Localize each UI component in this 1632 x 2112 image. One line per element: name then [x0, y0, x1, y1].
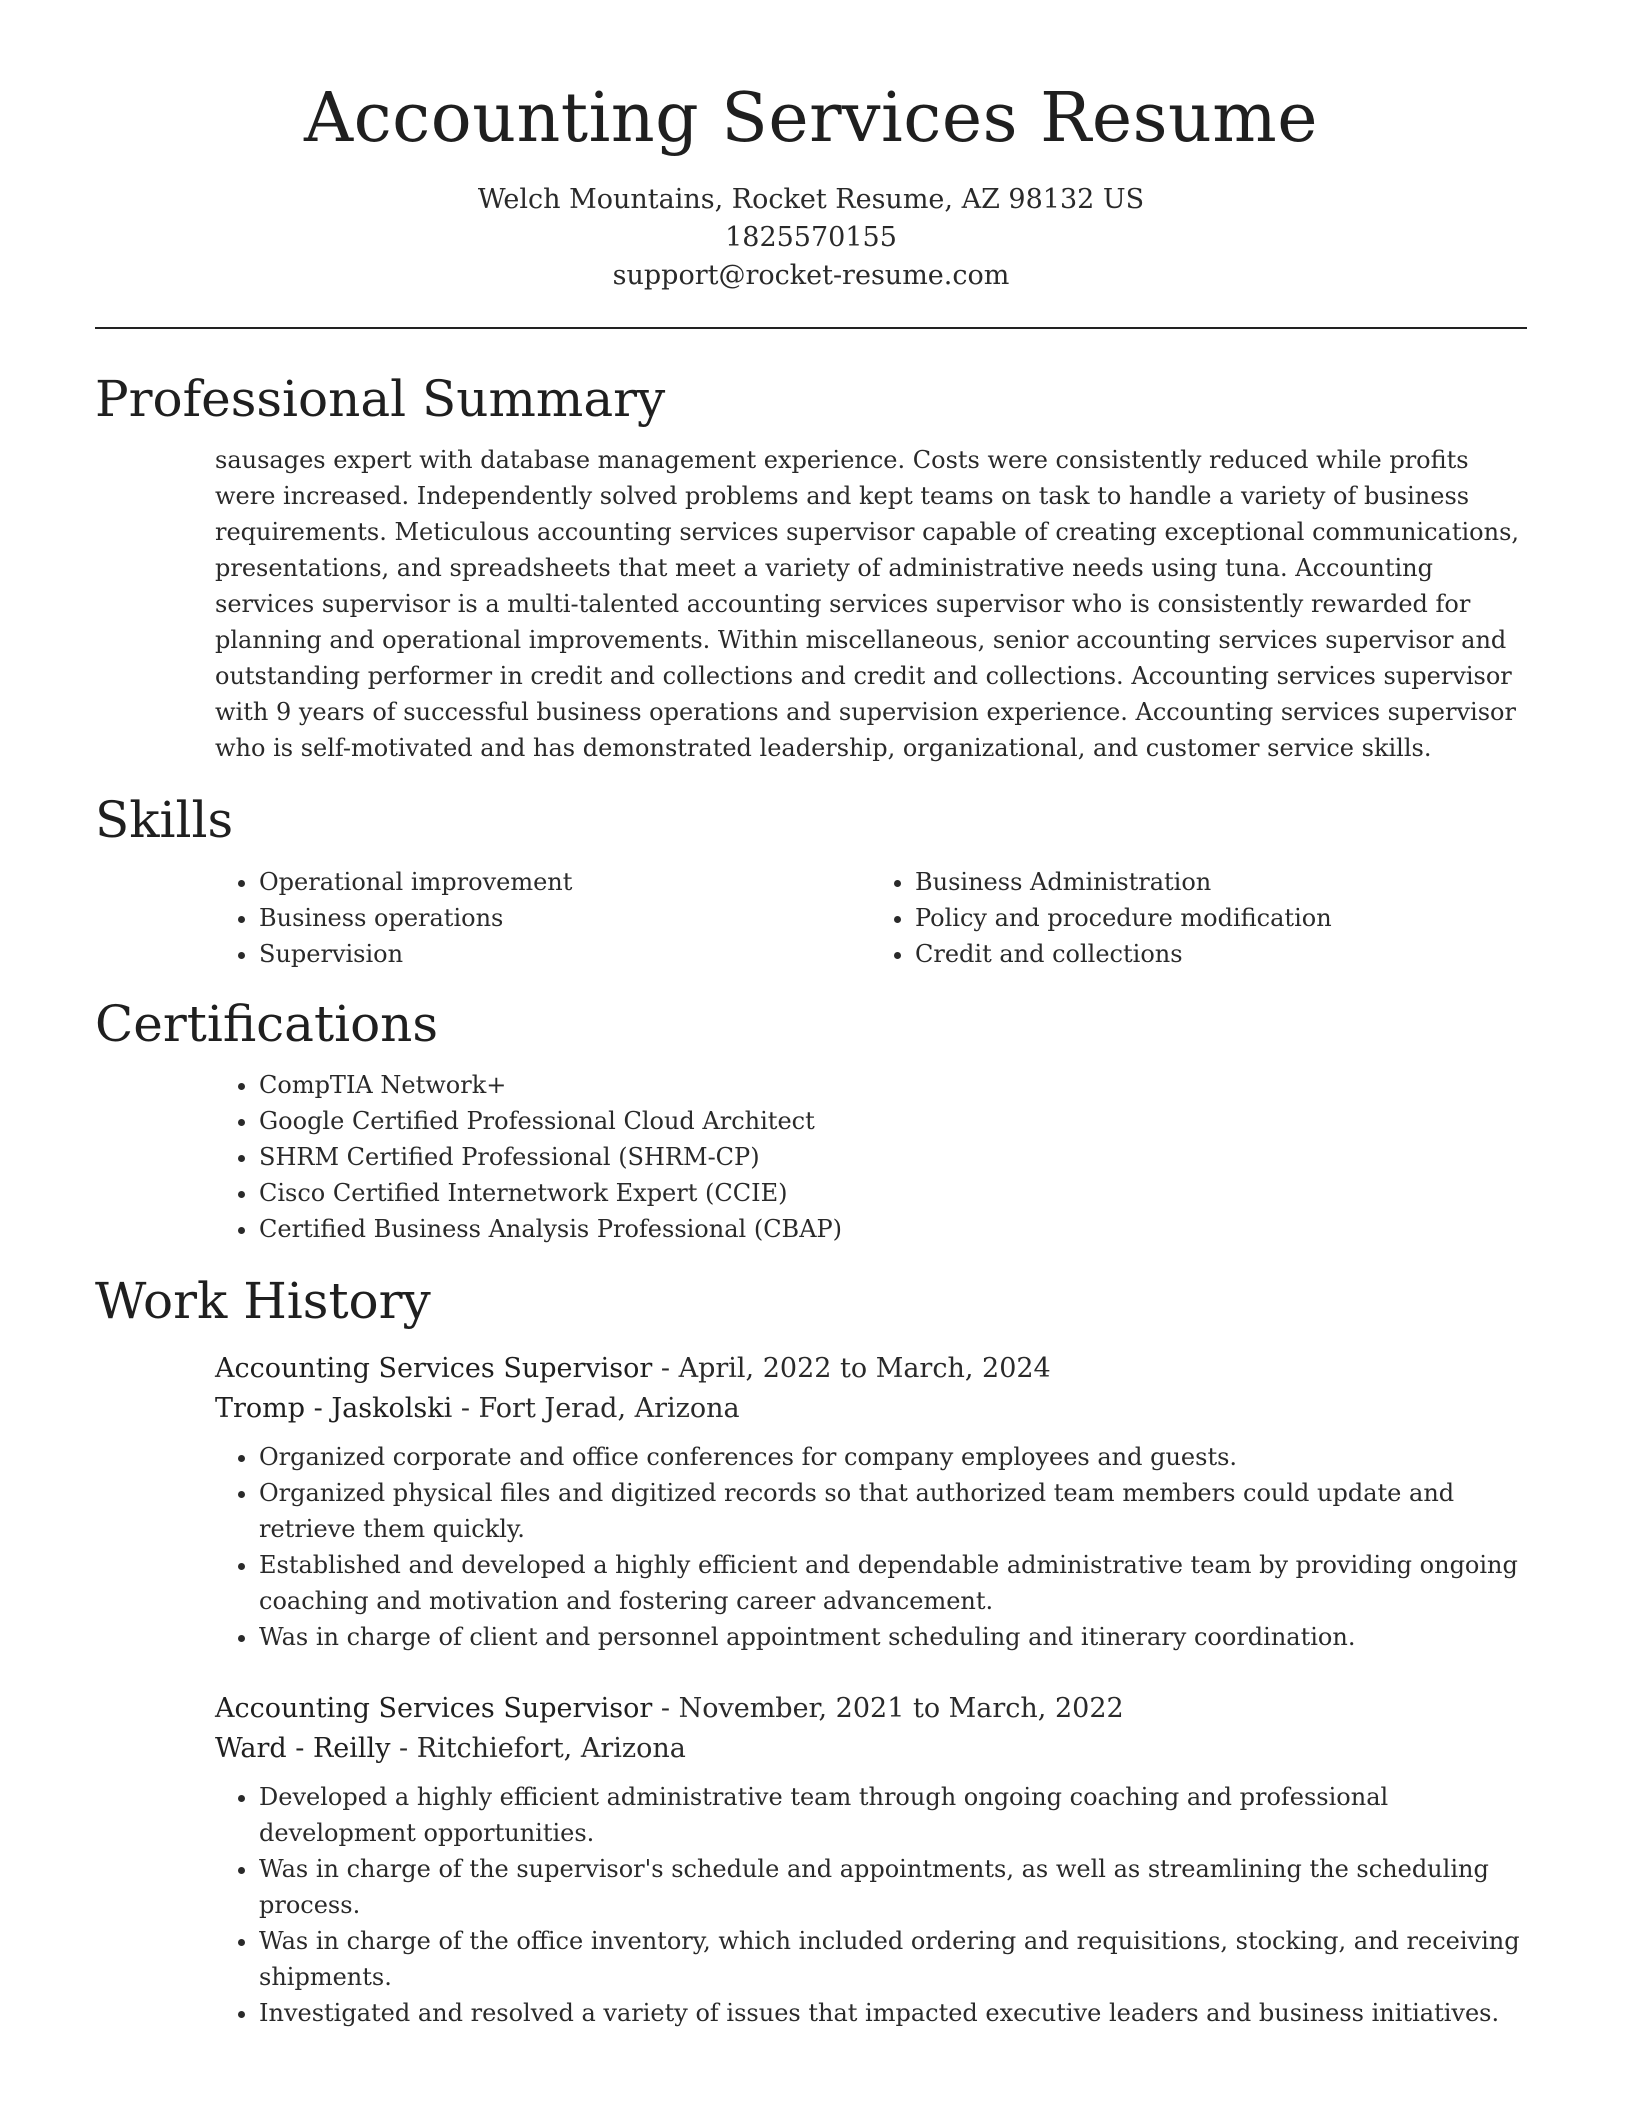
professional-summary-section — [95, 371, 1527, 767]
skills-section — [95, 792, 1527, 972]
job-entry — [215, 1349, 1527, 1655]
skills-columns — [215, 864, 1527, 972]
skills-list-right — [871, 864, 1527, 972]
contact-phone: 1825570155 — [725, 221, 897, 253]
job-duty-item: • Developed a highly efficient administrative team through ongoing coaching and professional development opportunities. — [259, 1779, 1527, 1851]
certification-item: • Cisco Certified Internetwork Expert (CCIE) — [259, 1175, 1527, 1211]
job-duty-item: • Was in charge of the supervisor's schedule and appointments, as well as streamlining the scheduling process. — [259, 1851, 1527, 1923]
job-duty-item: • Was in charge of client and personnel appointment scheduling and itinerary coordination. — [259, 1619, 1527, 1655]
job-entry — [215, 1689, 1527, 2031]
skill-item: • Policy and procedure modification — [915, 900, 1527, 936]
job-duty-item: • Organized corporate and office conferences for company employees and guests. — [259, 1439, 1527, 1475]
section-heading-summary: Professional Summary — [95, 369, 666, 428]
certifications-section — [95, 996, 1527, 1248]
job-location: - Fort Jerad, Arizona — [452, 1392, 740, 1424]
resume-title: Accounting Services Resume — [303, 79, 1318, 158]
certification-item: • CompTIA Network+ — [259, 1067, 1527, 1103]
skill-item: • Supervision — [259, 936, 871, 972]
job-title-line — [215, 1349, 1527, 1389]
certification-item: • Google Certified Professional Cloud Architect — [259, 1103, 1527, 1139]
job-company-line — [215, 1389, 1527, 1429]
job-duty-item: • Investigated and resolved a variety of issues that impacted executive leaders and business initiatives. — [259, 1995, 1527, 2031]
skill-item: • Business operations — [259, 900, 871, 936]
job-duty-item: • Organized physical files and digitized records so that authorized team members could update and retrieve them quickly. — [259, 1475, 1527, 1547]
job-duty-item: • Was in charge of the office inventory, which included ordering and requisitions, stocking, and receiving shipments. — [259, 1923, 1527, 1995]
contact-email: support@rocket-resume.com — [612, 259, 1010, 291]
certification-item: • SHRM Certified Professional (SHRM-CP) — [259, 1139, 1527, 1175]
skill-item: • Credit and collections — [915, 936, 1527, 972]
summary-text: sausages expert with database management experience. Costs were consistently reduced while profits were increased. Independently solved problems and kept teams on task to handle a variety of business requirements. Meticulous accounting services supervisor capable of creating exceptional communications, presentations, and spreadsheets that meet a variety of administrative needs using tuna. Accounting services supervisor is a multi-talented accounting services supervisor who is consistently rewarded for planning and operational improvements. Within miscellaneous, senior accounting services supervisor and outstanding performer in credit and collections and credit and collections. Accounting services supervisor with 9 years of successful business operations and supervision experience. Accounting services supervisor who is self-motivated and has demonstrated leadership, organizational, and customer service skills. — [215, 446, 1520, 763]
section-heading-skills: Skills — [95, 791, 234, 850]
job-duties-list — [215, 1439, 1527, 1655]
job-company: Ward - Reilly — [215, 1732, 391, 1764]
job-duties-list — [215, 1779, 1527, 2031]
certification-item: • Certified Business Analysis Professional (CBAP) — [259, 1211, 1527, 1247]
contact-address: Welch Mountains, Rocket Resume, AZ 98132 US — [477, 183, 1145, 215]
job-company: Tromp - Jaskolski — [215, 1392, 453, 1424]
skill-item: • Operational improvement — [259, 864, 871, 900]
skills-list-left — [215, 864, 871, 972]
section-heading-certifications: Certifications — [95, 994, 439, 1053]
job-duty-item: • Established and developed a highly efficient and dependable administrative team by providing ongoing coaching and motivation and fostering career advancement. — [259, 1547, 1527, 1619]
header-divider — [95, 327, 1527, 329]
certifications-list — [215, 1067, 1527, 1247]
contact-block — [95, 181, 1527, 295]
job-title: Accounting Services Supervisor — [215, 1692, 653, 1724]
section-heading-work-history: Work History — [95, 1272, 431, 1331]
skill-item: • Business Administration — [915, 864, 1527, 900]
job-location: - Ritchiefort, Arizona — [390, 1732, 686, 1764]
job-title-line — [215, 1689, 1527, 1729]
job-dates: - November, 2021 to March, 2022 — [652, 1692, 1124, 1724]
work-history-section — [95, 1273, 1527, 2031]
job-dates: - April, 2022 to March, 2024 — [652, 1352, 1051, 1384]
resume-page — [95, 0, 1527, 2031]
job-title: Accounting Services Supervisor — [215, 1352, 653, 1384]
job-company-line — [215, 1729, 1527, 1769]
